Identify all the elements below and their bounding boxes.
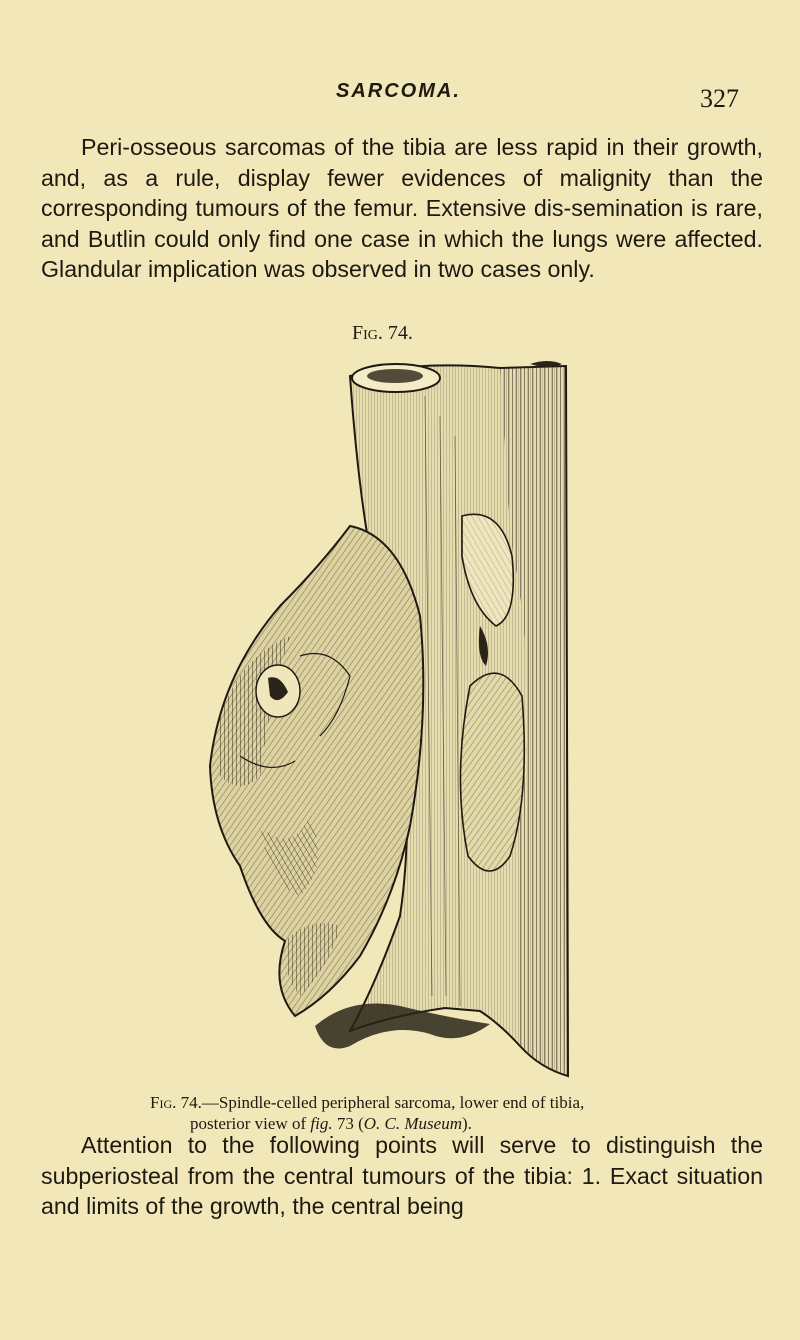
paragraph-2: Attention to the following points will serve to distinguish the subperiosteal from the central tumours of the tibia: 1. Exact situation and limits of the growth, the central being	[41, 1132, 763, 1219]
figure-label: Fig. 74.	[352, 322, 413, 344]
tibia-sarcoma-illustration	[200, 356, 580, 1088]
figure-caption	[150, 1092, 670, 1134]
caption-fig-abbr: Fig.	[150, 1093, 177, 1112]
caption-fig-ref: fig.	[310, 1114, 333, 1133]
caption-figure-number: 73 (	[332, 1114, 364, 1133]
running-head: SARCOMA.	[336, 80, 461, 102]
caption-museum: O. C. Museum	[363, 1114, 462, 1133]
caption-main: 74.—Spindle-celled peripheral sarcoma, lower end of tibia,	[176, 1093, 585, 1112]
paragraph-1: Peri-osseous sarcomas of the tibia are less rapid in their growth, and, as a rule, display fewer evidences of malignity than the corresponding tumours of the femur. Extensive dis-semination is rare, and Butlin could only find one case in which the lungs were affected. Glandular implication was observed in two cases only.	[41, 134, 763, 282]
caption-view: posterior view of	[190, 1114, 311, 1133]
caption-end: ).	[461, 1114, 472, 1133]
page-number: 327	[700, 84, 739, 113]
